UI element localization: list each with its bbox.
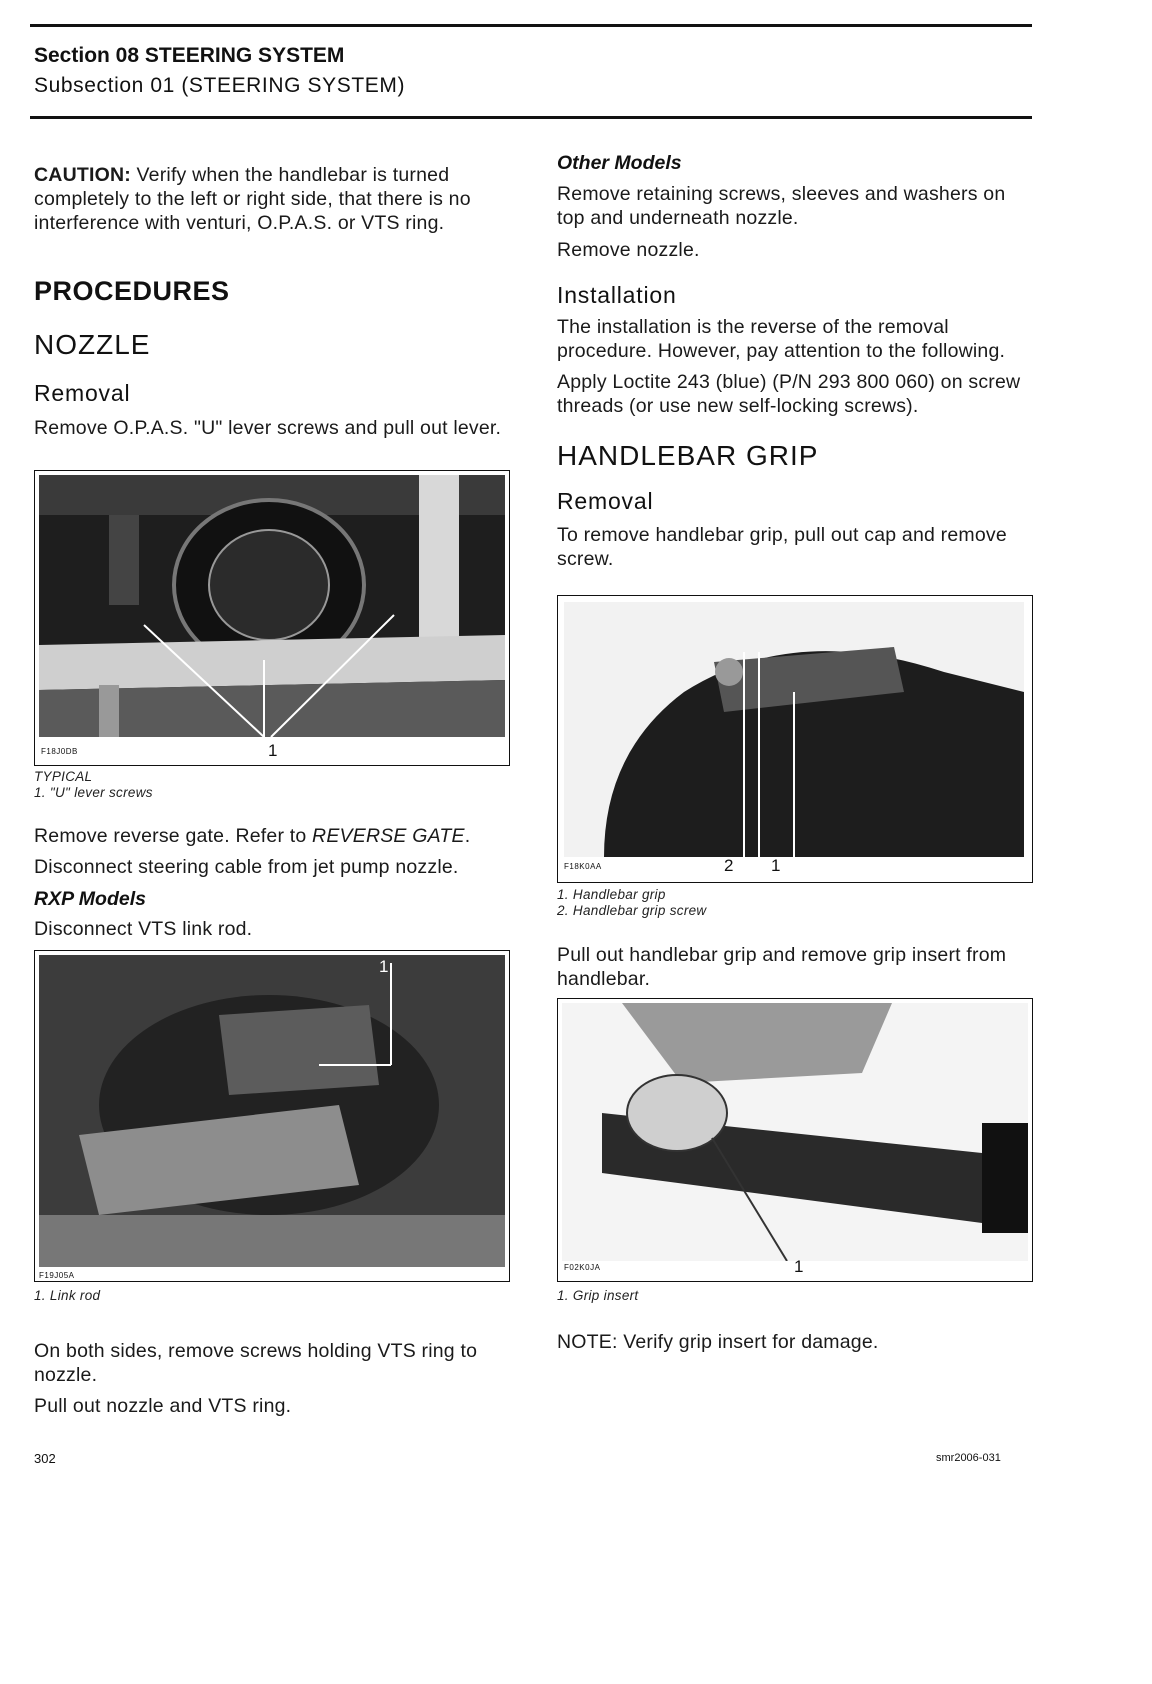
nozzle-heading: NOZZLE [34,329,151,360]
removal-heading-left: Removal [34,380,131,406]
photo-vts-link-rod [39,955,505,1267]
note-label: NOTE: [557,1331,618,1353]
document-code: smr2006-031 [936,1452,1001,1464]
page-number: 302 [34,1451,56,1466]
reverse-gate-ref: REVERSE GATE [312,825,465,847]
note-text: Verify grip insert for damage. [617,1331,879,1353]
link-rod-illustration [39,955,505,1267]
other-models-text: Remove retaining screws, sleeves and washers on top and underneath nozzle. [557,183,1006,229]
other-models-heading: Other Models [557,152,682,174]
loctite-text: Apply Loctite 243 (blue) (P/N 293 800 060) on screw threads (or use new self-locking screws). [557,371,1021,417]
removal-heading-right: Removal [557,488,654,514]
figure-3-caption [557,887,706,919]
figure-4-caption [557,1288,638,1304]
caption-item-1: 1. Handlebar grip [557,887,666,902]
caption-title: TYPICAL [34,769,93,784]
pull-out-text: Pull out nozzle and VTS ring. [34,1395,292,1417]
figure-code: F02K0JA [564,1263,601,1272]
rxp-models-heading: RXP Models [34,888,146,910]
figure-handlebar-grip [557,595,1033,883]
callout-1: 1 [379,957,389,976]
figure-code: F18K0AA [564,862,602,871]
caption-item-1: 1. "U" lever screws [34,785,153,800]
note-paragraph [557,1330,1037,1354]
grip-insert-illustration [562,1003,1028,1261]
callout-2: 2 [724,856,734,875]
figure-1-caption [34,769,153,801]
caution-label: CAUTION: [34,164,131,186]
figure-grip-insert [557,998,1033,1282]
figure-link-rod [34,950,510,1282]
reverse-gate-text: Remove reverse gate. Refer to REVERSE GATE. [34,825,471,847]
pull-grip-text: Pull out handlebar grip and remove grip insert from handlebar. [557,944,1007,990]
photo-grip-insert [562,1003,1028,1261]
installation-heading: Installation [557,282,677,308]
disconnect-vts-text: Disconnect VTS link rod. [34,918,253,940]
callout-1: 1 [771,856,781,875]
photo-jet-pump-nozzle [39,475,505,737]
caption-item-1: 1. Link rod [34,1288,101,1303]
procedures-heading: PROCEDURES [34,276,230,306]
removal-text-left: Remove O.P.A.S. "U" lever screws and pull out lever. [34,417,502,439]
caution-text: Verify when the handlebar is turned completely to the left or right side, that there is no interference with venturi, O.P.A.S. or VTS ring. [34,164,471,234]
caption-item-1: 1. Grip insert [557,1288,639,1303]
figure-2-caption [34,1288,100,1304]
subsection-title: Subsection 01 (STEERING SYSTEM) [34,74,406,97]
disconnect-cable-text: Disconnect steering cable from jet pump nozzle. [34,856,459,878]
figure-u-lever-screws [34,470,510,766]
remove-nozzle-text: Remove nozzle. [557,239,700,261]
header-rule [30,116,1032,119]
figure-code: F19J05A [39,1271,75,1280]
grip-removal-text: To remove handlebar grip, pull out cap and remove screw. [557,524,1007,570]
caution-paragraph [34,163,514,235]
handlebar-grip-heading: HANDLEBAR GRIP [557,440,819,471]
callout-1: 1 [794,1257,804,1276]
section-title: Section 08 STEERING SYSTEM [34,44,345,67]
nozzle-illustration [39,475,505,737]
photo-handlebar-grip [564,602,1024,857]
callout-1: 1 [268,741,278,760]
caption-item-2: 2. Handlebar grip screw [557,903,707,918]
both-sides-text: On both sides, remove screws holding VTS ring to nozzle. [34,1340,478,1386]
figure-code: F18J0DB [41,747,78,756]
top-rule [30,24,1032,27]
installation-text: The installation is the reverse of the removal procedure. However, pay attention to the following. [557,316,1006,362]
handlebar-illustration [564,602,1024,857]
